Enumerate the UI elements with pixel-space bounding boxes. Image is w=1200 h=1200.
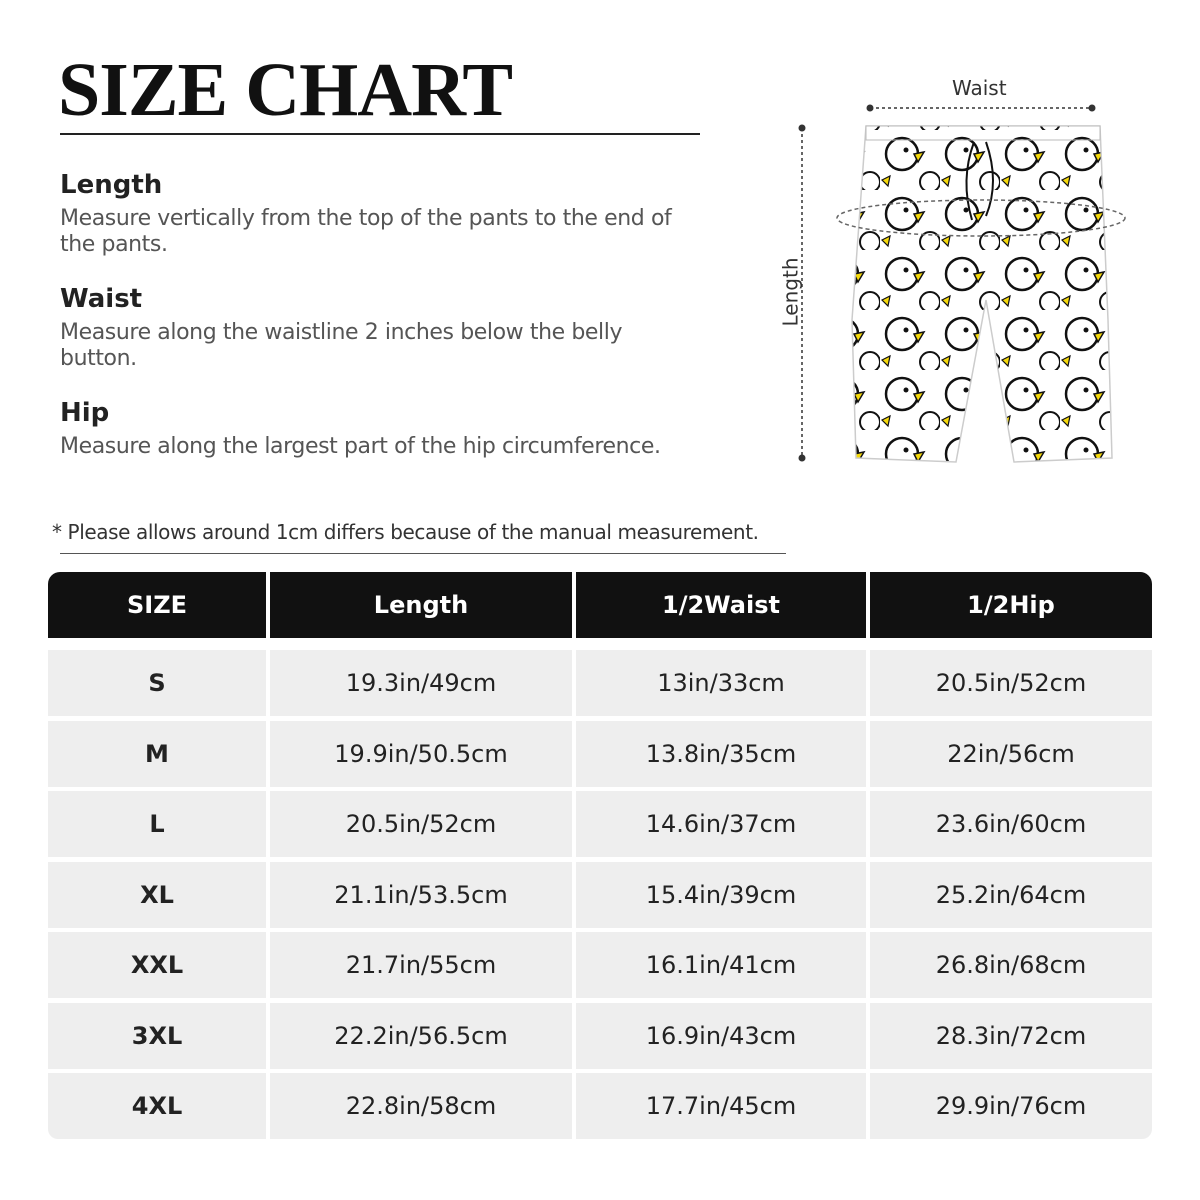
title-divider [60, 133, 700, 135]
length-cell: 21.7in/55cm [270, 932, 576, 998]
waist-cell: 17.7in/45cm [576, 1073, 870, 1139]
measurement-note: * Please allows around 1cm differs because of the manual measurement. [52, 520, 759, 544]
waist-cell: 15.4in/39cm [576, 862, 870, 928]
guide-hip [60, 398, 680, 460]
table-row [48, 791, 1152, 857]
header-size: SIZE [48, 572, 270, 638]
size-table [48, 572, 1152, 1144]
shorts-diagram [760, 70, 1180, 480]
header-half-waist: 1/2Waist [576, 572, 870, 638]
table-row [48, 1003, 1152, 1069]
size-cell: M [48, 721, 270, 787]
guide-waist-text: Measure along the waistline 2 inches below the belly button. [60, 320, 623, 371]
hip-cell: 25.2in/64cm [870, 862, 1152, 928]
hip-cell: 29.9in/76cm [870, 1073, 1152, 1139]
guide-hip-heading: Hip [60, 398, 110, 428]
page-title: SIZE CHART [58, 48, 513, 132]
guide-waist-heading: Waist [60, 284, 143, 314]
length-cell: 20.5in/52cm [270, 791, 576, 857]
table-row [48, 650, 1152, 716]
waist-cell: 16.1in/41cm [576, 932, 870, 998]
table-header [48, 572, 1152, 638]
waist-cell: 16.9in/43cm [576, 1003, 870, 1069]
table-row [48, 1073, 1152, 1139]
length-label: Length [778, 257, 803, 327]
header-half-hip: 1/2Hip [870, 572, 1152, 638]
length-cell: 19.9in/50.5cm [270, 721, 576, 787]
size-cell: L [48, 791, 270, 857]
size-cell: 3XL [48, 1003, 270, 1069]
length-cell: 22.8in/58cm [270, 1073, 576, 1139]
waist-cell: 14.6in/37cm [576, 791, 870, 857]
table-row [48, 862, 1152, 928]
waist-cell: 13in/33cm [576, 650, 870, 716]
guide-length [60, 170, 680, 258]
guide-length-text: Measure vertically from the top of the pants to the end of the pants. [60, 206, 672, 257]
guide-hip-text: Measure along the largest part of the hip circumference. [60, 434, 661, 459]
guide-waist [60, 284, 680, 372]
hip-cell: 22in/56cm [870, 721, 1152, 787]
size-cell: XL [48, 862, 270, 928]
size-cell: XXL [48, 932, 270, 998]
length-cell: 21.1in/53.5cm [270, 862, 576, 928]
header-length: Length [270, 572, 576, 638]
hip-cell: 28.3in/72cm [870, 1003, 1152, 1069]
note-divider [60, 553, 786, 554]
size-cell: 4XL [48, 1073, 270, 1139]
waist-label: Waist [952, 76, 1007, 100]
shorts-illustration [760, 70, 1180, 480]
hip-cell: 23.6in/60cm [870, 791, 1152, 857]
length-cell: 22.2in/56.5cm [270, 1003, 576, 1069]
size-cell: S [48, 650, 270, 716]
guide-length-heading: Length [60, 170, 163, 200]
table-row [48, 721, 1152, 787]
hip-cell: 20.5in/52cm [870, 650, 1152, 716]
length-cell: 19.3in/49cm [270, 650, 576, 716]
table-row [48, 932, 1152, 998]
hip-cell: 26.8in/68cm [870, 932, 1152, 998]
waist-cell: 13.8in/35cm [576, 721, 870, 787]
